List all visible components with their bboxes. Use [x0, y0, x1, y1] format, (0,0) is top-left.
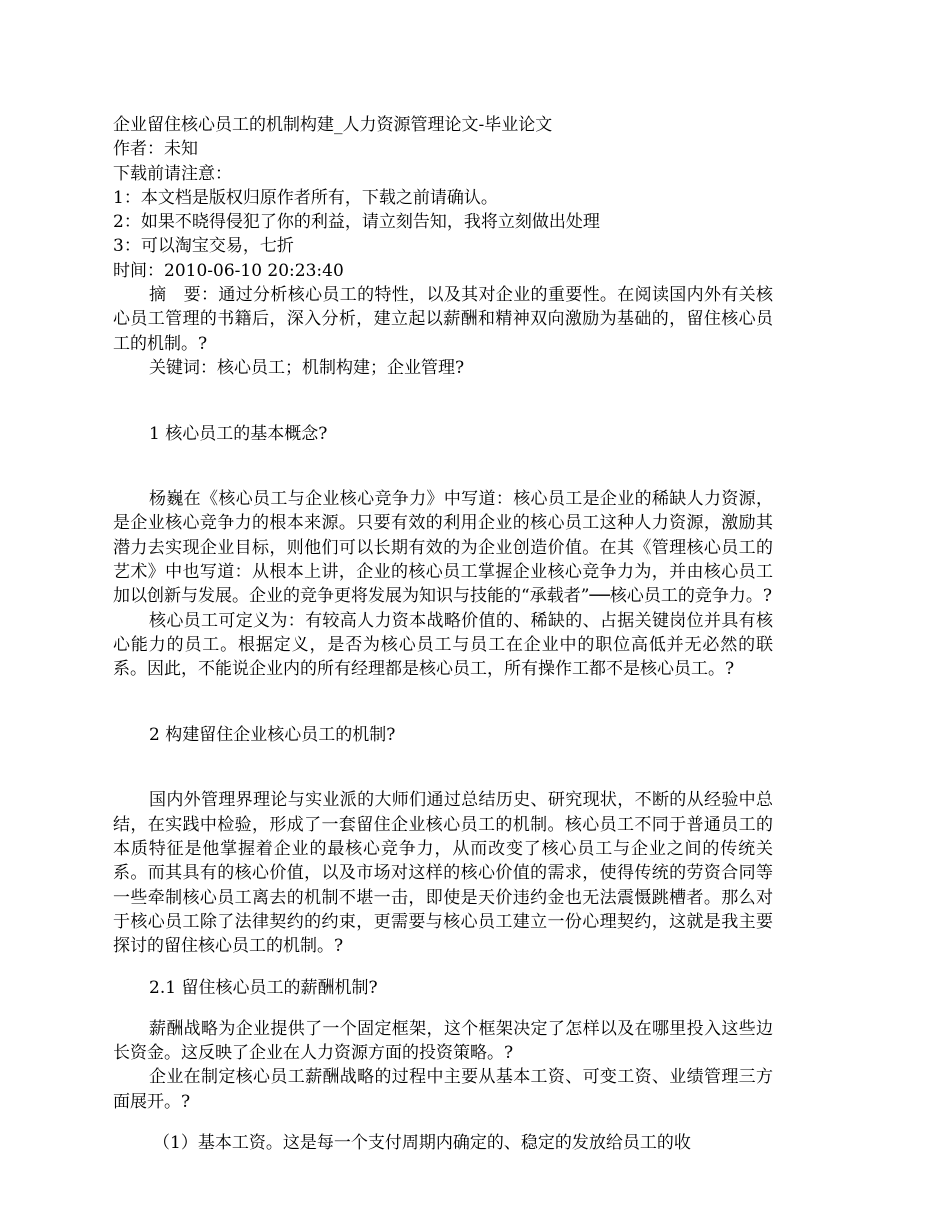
- document-title: 企业留住核心员工的机制构建_人力资源管理论文-毕业论文: [113, 115, 553, 135]
- notice-item-3: 3：可以淘宝交易，七折: [113, 236, 294, 257]
- time-line: 时间：2010-06-10 20:23:40: [113, 260, 344, 281]
- document-page: [113, 113, 773, 1172]
- section-2-heading: 2 构建留住企业核心员工的机制?: [149, 724, 396, 745]
- abstract-paragraph: 摘 要：通过分析核心员工的特性，以及其对企业的重要性。在阅读国内外有关核心员工管理的书籍后，深入分析，建立起以薪酬和精神双向激励为基础的，留住核心员工的机制。?: [113, 285, 773, 354]
- list-item-basic-salary: （1）基本工资。这是每一个支付周期内确定的、稳定的发放给员工的收: [153, 1132, 691, 1153]
- section-1-paragraph-2: 核心员工可定义为：有较高人力资本战略价值的、稀缺的、占据关键岗位并具有核心能力的员工。根据定义，是否为核心员工与员工在企业中的职位高低并无必然的联系。因此，不能说企业内的所有经理都是核心员工，所有操作工都不是核心员工。?: [113, 610, 773, 680]
- section-2-1-heading: 2.1 留住核心员工的薪酬机制?: [149, 977, 378, 998]
- section-1-heading: 1 核心员工的基本概念?: [149, 423, 328, 444]
- notice-heading: 下载前请注意：: [113, 163, 232, 184]
- section-2-paragraph: 国内外管理界理论与实业派的大师们通过总结历史、研究现状，不断的从经验中总结，在实践中检验，形成了一套留住企业核心员工的机制。核心员工不同于普通员工的本质特征是他掌握着企业的最核心竞争力，从而改变了核心员工与企业之间的传统关系。而其具有的核心价值，以及市场对这样的核心价值的需求，使得传统的劳资合同等一些牵制核心员工离去的机制不堪一击，即使是天价违约金也无法震慑跳槽者。那么对于核心员工除了法律契约的约束，更需要与核心员工建立一份心理契约，这就是我主要探讨的留住核心员工的机制。?: [113, 790, 773, 957]
- spacer: [113, 463, 773, 487]
- author-line: 作者：未知: [113, 139, 198, 160]
- section-1-paragraph-1: 杨巍在《核心员工与企业核心竞争力》中写道：核心员工是企业的稀缺人力资源，是企业核心竞争力的根本来源。只要有效的利用企业的核心员工这种人力资源，激励其潜力去实现企业目标，则他们可以长期有效的为企业创造价值。在其《管理核心员工的艺术》中也写道：从根本上讲，企业的核心员工掌握企业核心竞争力为，并由核心员工加以创新与发展。企业的竞争更将发展为知识与技能的“承载者”──核心员工的竞争力。?: [113, 489, 773, 607]
- spacer: [113, 764, 773, 788]
- notice-item-2: 2：如果不晓得侵犯了你的利益，请立刻告知，我将立刻做出处理: [113, 212, 600, 233]
- section-2-1-paragraph-2: 企业在制定核心员工薪酬战略的过程中主要从基本工资、可变工资、业绩管理三方面展开。?: [113, 1067, 773, 1112]
- notice-item-1: 1：本文档是版权归原作者所有，下载之前请确认。: [113, 187, 498, 208]
- spacer: [113, 682, 773, 706]
- keywords-paragraph: 关键词：核心员工；机制构建；企业管理?: [149, 357, 465, 378]
- section-2-1-paragraph-1: 薪酬战略为企业提供了一个固定框架，这个框架决定了怎样以及在哪里投入这些边长资金。这反映了企业在人力资源方面的投资策略。?: [113, 1018, 773, 1064]
- spacer: [113, 380, 773, 404]
